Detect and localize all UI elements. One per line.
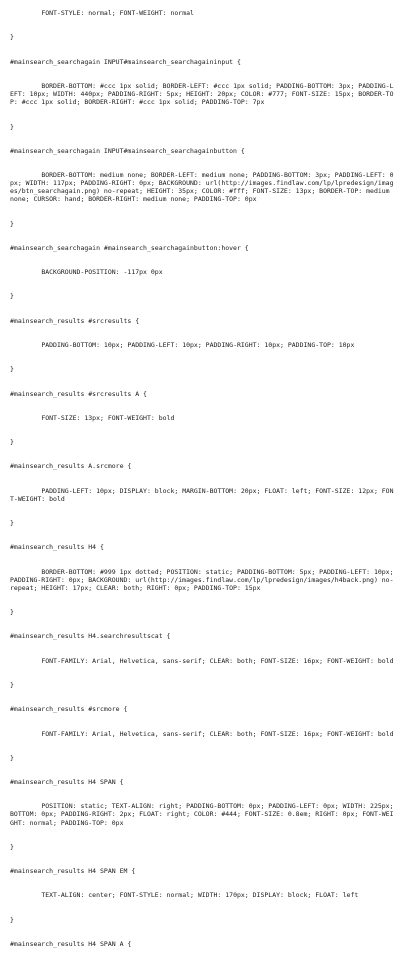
text-line: TEXT-ALIGN: center; FONT-STYLE: normal; WIDTH: 170px; DISPLAY: block; FLOAT: left xyxy=(10,891,359,900)
text-line: FONT-FAMILY: Arial, Helvetica, sans-serif; CLEAR: both; FONT-SIZE: 16px; FONT-WEIGHT: bold xyxy=(10,656,394,665)
text-line: #mainsearch_results #srcmore { xyxy=(10,705,128,714)
text-line: BORDER-BOTTOM: #999 1px dotted; POSITION: static; PADDING-BOTTOM: 5px; PADDING-LEFT: 10px; PADDING-RIGHT: 0px; BACKGROUND: url(http://images.findlaw.com/lp/lpredesign/images/h4back.png) no-repeat; HEIGHT: 17px; CLEAR: both; RIGHT: 0px; PADDING-TOP: 15px xyxy=(10,567,398,592)
text-line: } xyxy=(10,122,14,131)
text-line: } xyxy=(10,219,14,228)
text-line: } xyxy=(10,365,14,374)
text-line: FONT-STYLE: normal; FONT-WEIGHT: normal xyxy=(10,9,194,18)
text-line: #mainsearch_results H4.searchresultscat { xyxy=(10,632,171,641)
text-line: POSITION: static; TEXT-ALIGN: right; PADDING-BOTTOM: 0px; PADDING-LEFT: 0px; WIDTH: 225px; BOTTOM: 0px; PADDING-RIGHT: 2px; FLOAT: right; COLOR: #444; FONT-SIZE: 0.8em; RIGHT: 0px; FONT-WEIGHT: normal; PADDING-TOP: 0px xyxy=(10,802,398,827)
text-line: } xyxy=(10,680,14,689)
text-line: BORDER-BOTTOM: medium none; BORDER-LEFT: medium none; PADDING-BOTTOM: 3px; PADDING-LEFT: 0px; WIDTH: 117px; PADDING-RIGHT: 0px; BACKGROUND: url(http://images.findlaw.com/lp/lpredesign/images/btn_searchagain.png) no-repeat; HEIGHT: 35px; COLOR: #fff; FONT-SIZE: 13px; BORDER-TOP: medium none; CURSOR: hand; BORDER-RIGHT: medium none; PADDING-TOP: 0px xyxy=(10,171,394,204)
text-line: #mainsearch_results A.srcmore { xyxy=(10,462,132,471)
text-line: #mainsearch_results H4 SPAN EM { xyxy=(10,867,136,876)
text-line: } xyxy=(10,915,14,924)
text-line: } xyxy=(10,519,14,528)
text-line: PADDING-LEFT: 10px; DISPLAY: block; MARGIN-BOTTOM: 20px; FLOAT: left; FONT-SIZE: 12px; FONT-WEIGHT: bold xyxy=(10,486,394,503)
text-line: } xyxy=(10,33,14,42)
text-line: #mainsearch_results H4 SPAN A { xyxy=(10,939,132,948)
text-line: } xyxy=(10,842,14,851)
text-line: #mainsearch_searchagain INPUT#mainsearch_searchagaininput { xyxy=(10,57,241,66)
text-line: } xyxy=(10,753,14,762)
text-line: #mainsearch_searchagain INPUT#mainsearch_searchagainbutton { xyxy=(10,146,245,155)
text-line: } xyxy=(10,438,14,447)
text-line: BORDER-BOTTOM: #ccc 1px solid; BORDER-LEFT: #ccc 1px solid; PADDING-BOTTOM: 3px; PADDING-LEFT: 10px; WIDTH: 440px; PADDING-RIGHT: 5px; HEIGHT: 20px; COLOR: #777; FONT-SIZE: 15px; BORDER-TOP: #ccc 1px solid; BORDER-RIGHT: #ccc 1px solid; PADDING-TOP: 7px xyxy=(10,82,394,107)
text-line: FONT-SIZE: 13px; FONT-WEIGHT: bold xyxy=(10,413,175,422)
text-line: #mainsearch_results #srcresults A { xyxy=(10,389,147,398)
text-line: } xyxy=(10,608,14,617)
text-line: #mainsearch_results #srcresults { xyxy=(10,316,140,325)
text-line: #mainsearch_results H4 { xyxy=(10,543,104,552)
text-line: PADDING-BOTTOM: 10px; PADDING-LEFT: 10px; PADDING-RIGHT: 10px; PADDING-TOP: 10px xyxy=(10,341,355,350)
css-source-text xyxy=(10,0,396,956)
text-line: #mainsearch_results H4 SPAN { xyxy=(10,778,124,787)
text-line: BACKGROUND-POSITION: -117px 0px xyxy=(10,268,163,277)
text-line: } xyxy=(10,292,14,301)
text-line: FONT-FAMILY: Arial, Helvetica, sans-serif; CLEAR: both; FONT-SIZE: 16px; FONT-WEIGHT: bold xyxy=(10,729,394,738)
text-line: #mainsearch_searchagain #mainsearch_searchagainbutton:hover { xyxy=(10,243,249,252)
